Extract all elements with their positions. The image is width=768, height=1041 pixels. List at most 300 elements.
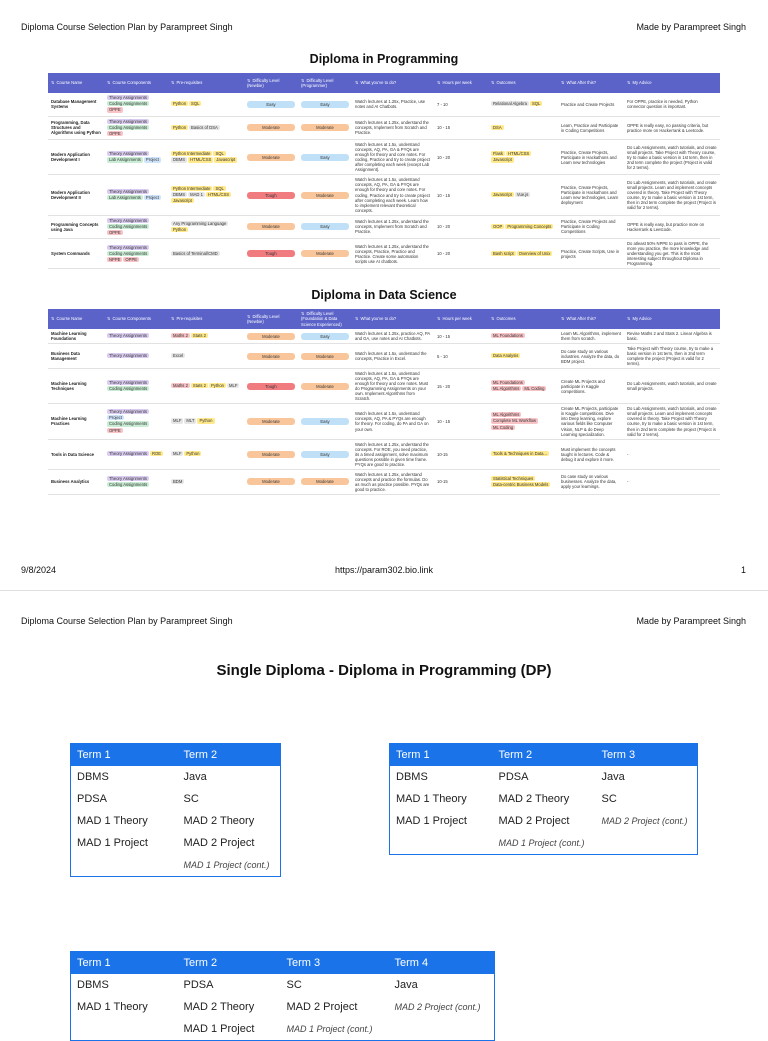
outcome-chip: OOP [493,223,503,229]
outcome-chip: ML Coding [524,386,545,392]
outcomes [488,140,558,175]
outcome-chip: Javascript [493,157,512,163]
column-header-label: Course Name [56,80,83,86]
column-header-label: What After this? [566,80,597,86]
prereq-chip: Python [199,418,213,424]
what-after: Do case study on various industries. Analyze the data, do BDM project. [558,344,624,369]
datascience-row [48,469,720,494]
column-header[interactable] [168,309,244,329]
term-course: MAD 2 Project [183,837,255,849]
column-header-label: Difficulty Level (Newbie) [247,77,280,88]
difficulty-pill: Moderate [247,154,295,161]
column-header[interactable] [624,309,720,329]
component-chip: NPPE [109,256,121,262]
hours-per-week: 10 - 20 [434,140,488,175]
component-chip: OPPE [109,131,121,137]
difficulty-pill: Moderate [301,250,349,257]
programming-row [48,175,720,215]
prerequisites [168,239,244,269]
component-chip: Coding Assignments [109,421,148,427]
component-chip: OPPE [109,107,121,113]
hours-per-week: 10 - 20 [434,215,488,239]
difficulty-pill: Easy [301,333,349,340]
column-header[interactable] [298,73,352,93]
what-after: Do case study on various businesses. Analyze the data, apply your learnings. [558,469,624,494]
outcome-chip: Relational Algebra [493,101,527,107]
programming-row [48,239,720,269]
component-chip: Theory Assignments [109,409,147,415]
datascience-row [48,329,720,344]
component-chip: Theory Assignments [109,244,147,250]
component-chip: OPPE [109,230,121,236]
component-chip: Coding Assignments [109,386,148,392]
component-chip: Theory Assignments [109,380,147,386]
prerequisites [168,93,244,116]
term-header: Term 3 [596,744,698,767]
term-course: Java [394,979,418,991]
term-course: DBMS [77,771,109,783]
component-chip: Theory Assignments [109,332,147,338]
difficulty-pill: Moderate [247,333,295,340]
difficulty-pill: Moderate [301,353,349,360]
sort-icon: ⇅ [437,316,441,322]
datascience-row [48,369,720,404]
term-header: Term 3 [281,952,389,975]
prereq-chip: DBMS [173,191,186,197]
datascience-row [48,439,720,469]
difficulty-experienced [298,439,352,469]
prereq-chip: Maths 2 [173,383,188,389]
difficulty-newbie [244,93,298,116]
outcome-chip: ML Algorithms [493,386,520,392]
outcome-chip: Tools & Techniques in Data... [493,451,547,457]
sort-icon: ⇅ [561,80,565,86]
component-chip: Coding Assignments [109,250,148,256]
column-header[interactable] [488,309,558,329]
term-row [71,832,281,854]
prereq-chip: Python [173,226,187,232]
term-course [390,832,493,855]
course-name: Database Management Systems [48,93,104,116]
page1-footer-date: 9/8/2024 [21,565,57,575]
course-components [104,404,168,439]
outcome-chip: Flask [493,151,504,157]
what-after: Practice, Create Scripts, Use in projects [558,239,624,269]
course-name: Machine Learning Foundations [48,329,104,344]
column-header[interactable] [244,73,298,93]
page2-header-right: Made by Parampreet Singh [636,616,746,626]
difficulty-pill: Easy [301,101,349,108]
difficulty-newbie [244,469,298,494]
course-components [104,239,168,269]
difficulty-newbie [244,344,298,369]
difficulty-pill: Moderate [301,383,349,390]
column-header[interactable] [48,309,104,329]
outcomes [488,93,558,116]
outcomes [488,329,558,344]
course-name: Machine Learning Techniques [48,369,104,404]
component-chip: ROE [151,451,162,457]
term-row [71,1018,495,1041]
term-course: MAD 2 Project [498,815,570,827]
my-advice: Take Project with Theory course, try to make a basic version in 1st term, then in 2nd term complete the project (Project is valid for 2 terms). [624,344,720,369]
component-chip: OPPE [109,427,121,433]
term-header: Term 2 [178,952,281,975]
outcomes [488,369,558,404]
column-header[interactable] [104,309,168,329]
hours-per-week: 10 - 15 [434,329,488,344]
what-to-do: Watch lectures at 1.5x, understand concepts, AQ, PA, GA & PYQs are enough for theory and core notes. For coding, Practice and try to create project after completing each week. Learn how to implement relevant theoretical concepts. [352,175,434,215]
column-header[interactable] [104,73,168,93]
term-course: MAD 1 Theory [77,815,148,827]
term-course: MAD 1 Project [77,837,148,849]
outcome-chip: ML Algorithms [493,412,520,418]
what-after: Create ML Projects, participate in Kaggle competitions. Dive into Deep learning, explore various fields like Computer Vision, NLP & do Deep Learning specialization. [558,404,624,439]
term-course: MAD 2 Project [286,1001,358,1013]
term-row [390,788,698,810]
programming-row [48,116,720,140]
difficulty-newbie [244,329,298,344]
column-header-label: Hours per week [442,316,472,322]
term-course: MAD 1 Project (cont.) [286,1024,373,1034]
outcomes [488,116,558,140]
outcomes [488,215,558,239]
term-course: SC [601,793,617,805]
term-row [71,996,495,1018]
my-advice: For OPPE, practice is needed, Python connector question is important. [624,93,720,116]
what-to-do: Watch lectures at 1.25x, understand the concepts, Implement from Scratch and Practice. [352,116,434,140]
course-components [104,93,168,116]
prerequisites [168,439,244,469]
sort-icon: ⇅ [247,77,251,83]
column-header[interactable] [168,73,244,93]
component-chip: Coding Assignments [109,124,148,130]
difficulty-newbie [244,439,298,469]
difficulty-newbie [244,175,298,215]
course-name: Modern Application Development I [48,140,104,175]
outcome-chip: ML Coding [493,424,514,430]
prereq-chip: MLF [229,383,238,389]
component-chip: Theory Assignments [109,188,147,194]
hours-per-week: 7 - 10 [434,93,488,116]
course-components [104,439,168,469]
column-header[interactable] [558,309,624,329]
prereq-chip: HTML/CSS [190,157,212,163]
prereq-chip: Python [173,101,187,107]
prereq-chip: MLT [186,418,195,424]
difficulty-newbie [244,404,298,439]
hours-per-week: 10-15 [434,439,488,469]
plan-three-terms-table [389,743,698,855]
difficulty-pill: Moderate [247,478,295,485]
page1-footer-page-number: 1 [740,565,746,575]
column-header[interactable] [48,73,104,93]
sort-icon: ⇅ [301,311,305,317]
sort-icon: ⇅ [51,316,55,322]
difficulty-experienced [298,369,352,404]
prerequisites [168,215,244,239]
difficulty-pill: Easy [247,101,295,108]
prereq-chip: MLF [173,451,182,457]
page-divider [0,590,768,591]
what-after: Create ML Projects and participate in Kaggle competitions. [558,369,624,404]
prereq-chip: BDM [173,478,183,484]
my-advice: Do Lab Assignments, watch tutorials, and create small projects. Learn and implement concepts covered in theory. Take Project with Theory course, try to make a basic version in 1st term, then in 2nd term complete the project (Project is valid for 2 terms). [624,175,720,215]
difficulty-pill: Tough [247,192,295,199]
outcome-chip: Vue.js [516,191,529,197]
difficulty-pill: Easy [301,451,349,458]
difficulty-pill: Moderate [247,124,295,131]
prereq-chip: Python [210,383,224,389]
column-header[interactable] [434,73,488,93]
page2-header-left: Diploma Course Selection Plan by Parampreet Singh [21,616,233,626]
component-chip: Theory Assignments [109,118,147,124]
prerequisites [168,116,244,140]
column-header-label: Difficulty Level (Newbie) [247,313,280,324]
prereq-chip: Python [186,451,200,457]
column-header[interactable] [352,73,434,93]
outcomes [488,469,558,494]
term-course: SC [183,793,199,805]
what-to-do: Watch lectures at 1.25x, understand the concepts, Practice, Practice and Practice. Create some automation scripts use AI chatbots. [352,239,434,269]
plan-four-terms-table [70,951,495,1041]
sort-icon: ⇅ [491,80,495,86]
outcome-chip: ML Foundations [493,332,523,338]
column-header-label: Course Name [56,316,83,322]
component-chip: Coding Assignments [109,223,148,229]
difficulty-pill: Moderate [301,124,349,131]
my-advice: Do atleast 50% NPPE to pass in OPPE, the more you practice, the more knowledge and understanding you get. This is the most interesting subject throughout Diploma in Programming. [624,239,720,269]
difficulty-pill: Moderate [247,353,295,360]
column-header-label: My Advice [632,80,652,86]
term-header: Term 1 [71,952,178,975]
term-course: MAD 1 Project (cont.) [498,838,585,848]
datascience-row [48,404,720,439]
course-components [104,329,168,344]
difficulty-experienced [298,329,352,344]
term-course [71,1018,178,1041]
term-course: SC [286,979,302,991]
my-advice: Revise Maths 2 and Stats 2. Linear Algebra is basic. [624,329,720,344]
prereq-chip: Excel [173,353,184,359]
difficulty-experienced [298,215,352,239]
prereq-chip: SQL [215,185,224,191]
outcome-chip: Data-centric Business Models [493,481,549,487]
sort-icon: ⇅ [107,80,111,86]
prereq-chip: Stats 2 [192,332,206,338]
hours-per-week: 10-15 [434,469,488,494]
component-chip: Theory Assignments [109,95,147,100]
term-course [596,832,698,855]
difficulty-experienced [298,344,352,369]
difficulty-experienced [298,140,352,175]
term-header: Term 2 [493,744,596,767]
course-name: Business Analytics [48,469,104,494]
what-to-do: Watch lectures at 1.5x, understand concepts, AQ, PA, GA & PYQs are enough for theory and core notes. Must do Programming Assignments on your own. Implement Algorithms from Scratch. [352,369,434,404]
outcomes [488,404,558,439]
what-after: Practice, Create Projects, Participate in Hackathons and Learn new technologies [558,140,624,175]
term-course: PDSA [77,793,107,805]
sort-icon: ⇅ [437,80,441,86]
prerequisites [168,344,244,369]
programming-row [48,93,720,116]
term-course: MAD 2 Project (cont.) [394,1002,481,1012]
term-row [71,810,281,832]
difficulty-pill: Tough [247,383,295,390]
difficulty-pill: Moderate [247,223,295,230]
hours-per-week: 10 - 15 [434,404,488,439]
sort-icon: ⇅ [171,316,175,322]
column-header[interactable] [624,73,720,93]
term-course: MAD 2 Project (cont.) [601,816,688,826]
outcomes [488,439,558,469]
column-header[interactable] [434,309,488,329]
my-advice: OPPE is really easy, but practice more on Hackerrank & Leetcode. [624,215,720,239]
prereq-chip: Any Programming Language [173,220,227,226]
prereq-chip: Basics of Terminal/CMD [173,250,218,256]
what-to-do: Watch lectures at 1.25x, practice AQ, PA and GA, use notes and AI Chatbots. [352,329,434,344]
page2-title: Single Diploma - Diploma in Programming (DP) [216,662,552,679]
column-header[interactable] [244,309,298,329]
difficulty-experienced [298,239,352,269]
difficulty-pill: Easy [301,154,349,161]
prerequisites [168,329,244,344]
course-name: Programming Concepts using Java [48,215,104,239]
my-advice: - [624,469,720,494]
outcome-chip: SQL [532,101,541,107]
component-chip: Project [145,157,159,163]
what-after: Practice, Create Projects, Participate in Hackathons and Learn new technologies, Learn deployment [558,175,624,215]
component-chip: Project [145,195,159,201]
column-header[interactable] [558,73,624,93]
outcome-chip: Statistical Techniques [493,475,534,481]
component-chip: Lab Assignments [109,195,141,201]
term-course: MAD 1 Theory [77,1001,148,1013]
prereq-chip: Javascript [216,157,236,163]
prereq-chip: HTML/CSS [207,191,230,197]
difficulty-pill: Moderate [247,418,295,425]
difficulty-experienced [298,93,352,116]
component-chip: Theory Assignments [109,151,147,157]
column-header-label: Course Components [112,316,151,322]
programming-row [48,140,720,175]
what-to-do: Watch lectures at 1.5x, understand concepts, AQ, PA & PYQs are enough for theory. For coding, do PA and GA on your own. [352,404,434,439]
difficulty-experienced [298,469,352,494]
course-components [104,140,168,175]
outcomes [488,239,558,269]
datascience-row [48,344,720,369]
outcome-chip: Overview of Unix [518,250,551,256]
what-after: Must implement the concepts taught in lectures. Code & debug it and explore it more. [558,439,624,469]
prerequisites [168,175,244,215]
difficulty-pill: Moderate [301,478,349,485]
what-to-do: Watch lectures at 1.25x, Practice, use notes and AI Chatbots. [352,93,434,116]
outcomes [488,344,558,369]
my-advice: OPPE is really easy, no passing criteria, but practice more on Hackerrank & Leetcode. [624,116,720,140]
column-header-label: Course Components [112,80,151,86]
page1-header-left: Diploma Course Selection Plan by Parampreet Singh [21,22,233,32]
term-course: PDSA [183,979,214,991]
my-advice: Do Lab Assignments, watch tutorials, and create small projects. [624,369,720,404]
prereq-chip: Basics of DSA [191,124,218,130]
outcome-chip: DSA [493,124,502,130]
component-chip: Theory Assignments [109,353,147,359]
column-header[interactable] [488,73,558,93]
what-after: Learn ML Algorithms, implement them from scratch. [558,329,624,344]
outcome-chip: Data Analysis [493,353,519,359]
term-header: Term 2 [178,744,281,767]
prerequisites [168,469,244,494]
datascience-title: Diploma in Data Science [311,288,457,302]
difficulty-newbie [244,239,298,269]
sort-icon: ⇅ [355,316,359,322]
sort-icon: ⇅ [355,80,359,86]
outcome-chip: Javascript [493,191,512,197]
term-course: DBMS [77,979,109,991]
column-header-label: Difficulty Level (Foundation & Data Science Experienced) [301,311,342,327]
column-header-label: What you've to do? [360,80,397,86]
term-course: Java [183,771,207,783]
prereq-chip: MAD 1 [190,191,203,197]
column-header-label: What After this? [566,316,597,322]
datascience-table [48,309,720,495]
prereq-chip: Python Intermediate [173,185,211,191]
outcome-chip: HTML/CSS [508,151,530,157]
term-course: MAD 2 Theory [498,793,570,805]
prereq-chip: SQL [215,151,224,157]
course-components [104,116,168,140]
hours-per-week: 10 - 15 [434,175,488,215]
column-header-label: Outcomes [496,316,516,322]
difficulty-newbie [244,116,298,140]
term-course: DBMS [396,771,428,783]
difficulty-newbie [244,140,298,175]
my-advice: Do Lab Assignments, watch tutorials, and create small projects. Take Project with Theory course, try to make a basic version in 1st term, then in 2nd term complete the project (Project is valid for 2 terms). [624,140,720,175]
term-course: MAD 1 Project [183,1023,255,1035]
hours-per-week: 10 - 15 [434,116,488,140]
term-header: Term 1 [390,744,493,767]
what-after: Learn, Practice and Participate in Coding Competitions [558,116,624,140]
page1-footer-link[interactable]: https://param302.bio.link [334,565,434,575]
column-header-label: Outcomes [496,80,516,86]
component-chip: Lab Assignments [109,157,141,163]
difficulty-pill: Easy [301,223,349,230]
difficulty-newbie [244,369,298,404]
column-header-label: Hours per week [442,80,472,86]
sort-icon: ⇅ [491,316,495,322]
course-components [104,344,168,369]
prereq-chip: Python Intermediate [173,151,211,157]
column-header[interactable] [352,309,434,329]
what-to-do: Watch lectures at 1.25x, understand concepts and practice the formulas. Do as much as practice possible. PYQs are good to practice. [352,469,434,494]
programming-row [48,215,720,239]
term-row [390,832,698,855]
term-row [390,766,698,788]
outcomes [488,175,558,215]
programming-title: Diploma in Programming [309,52,459,66]
term-row [390,810,698,832]
programming-table [48,73,720,269]
column-header-label: Difficulty Level (Programmer) [301,77,334,88]
prereq-chip: DBMS [173,157,186,163]
component-chip: OPPE [125,256,138,262]
what-to-do: Watch lectures at 1.5x, understand concepts, AQ, PA, GA & PYQs are enough for theory and core notes. For coding, Practice and try to create project after completing each week (except Lab Assignment). [352,140,434,175]
term-course [389,1018,495,1041]
column-header[interactable] [298,309,352,329]
difficulty-pill: Moderate [301,192,349,199]
component-chip: Coding Assignments [109,101,148,107]
outcome-chip: Bash script [493,250,514,256]
